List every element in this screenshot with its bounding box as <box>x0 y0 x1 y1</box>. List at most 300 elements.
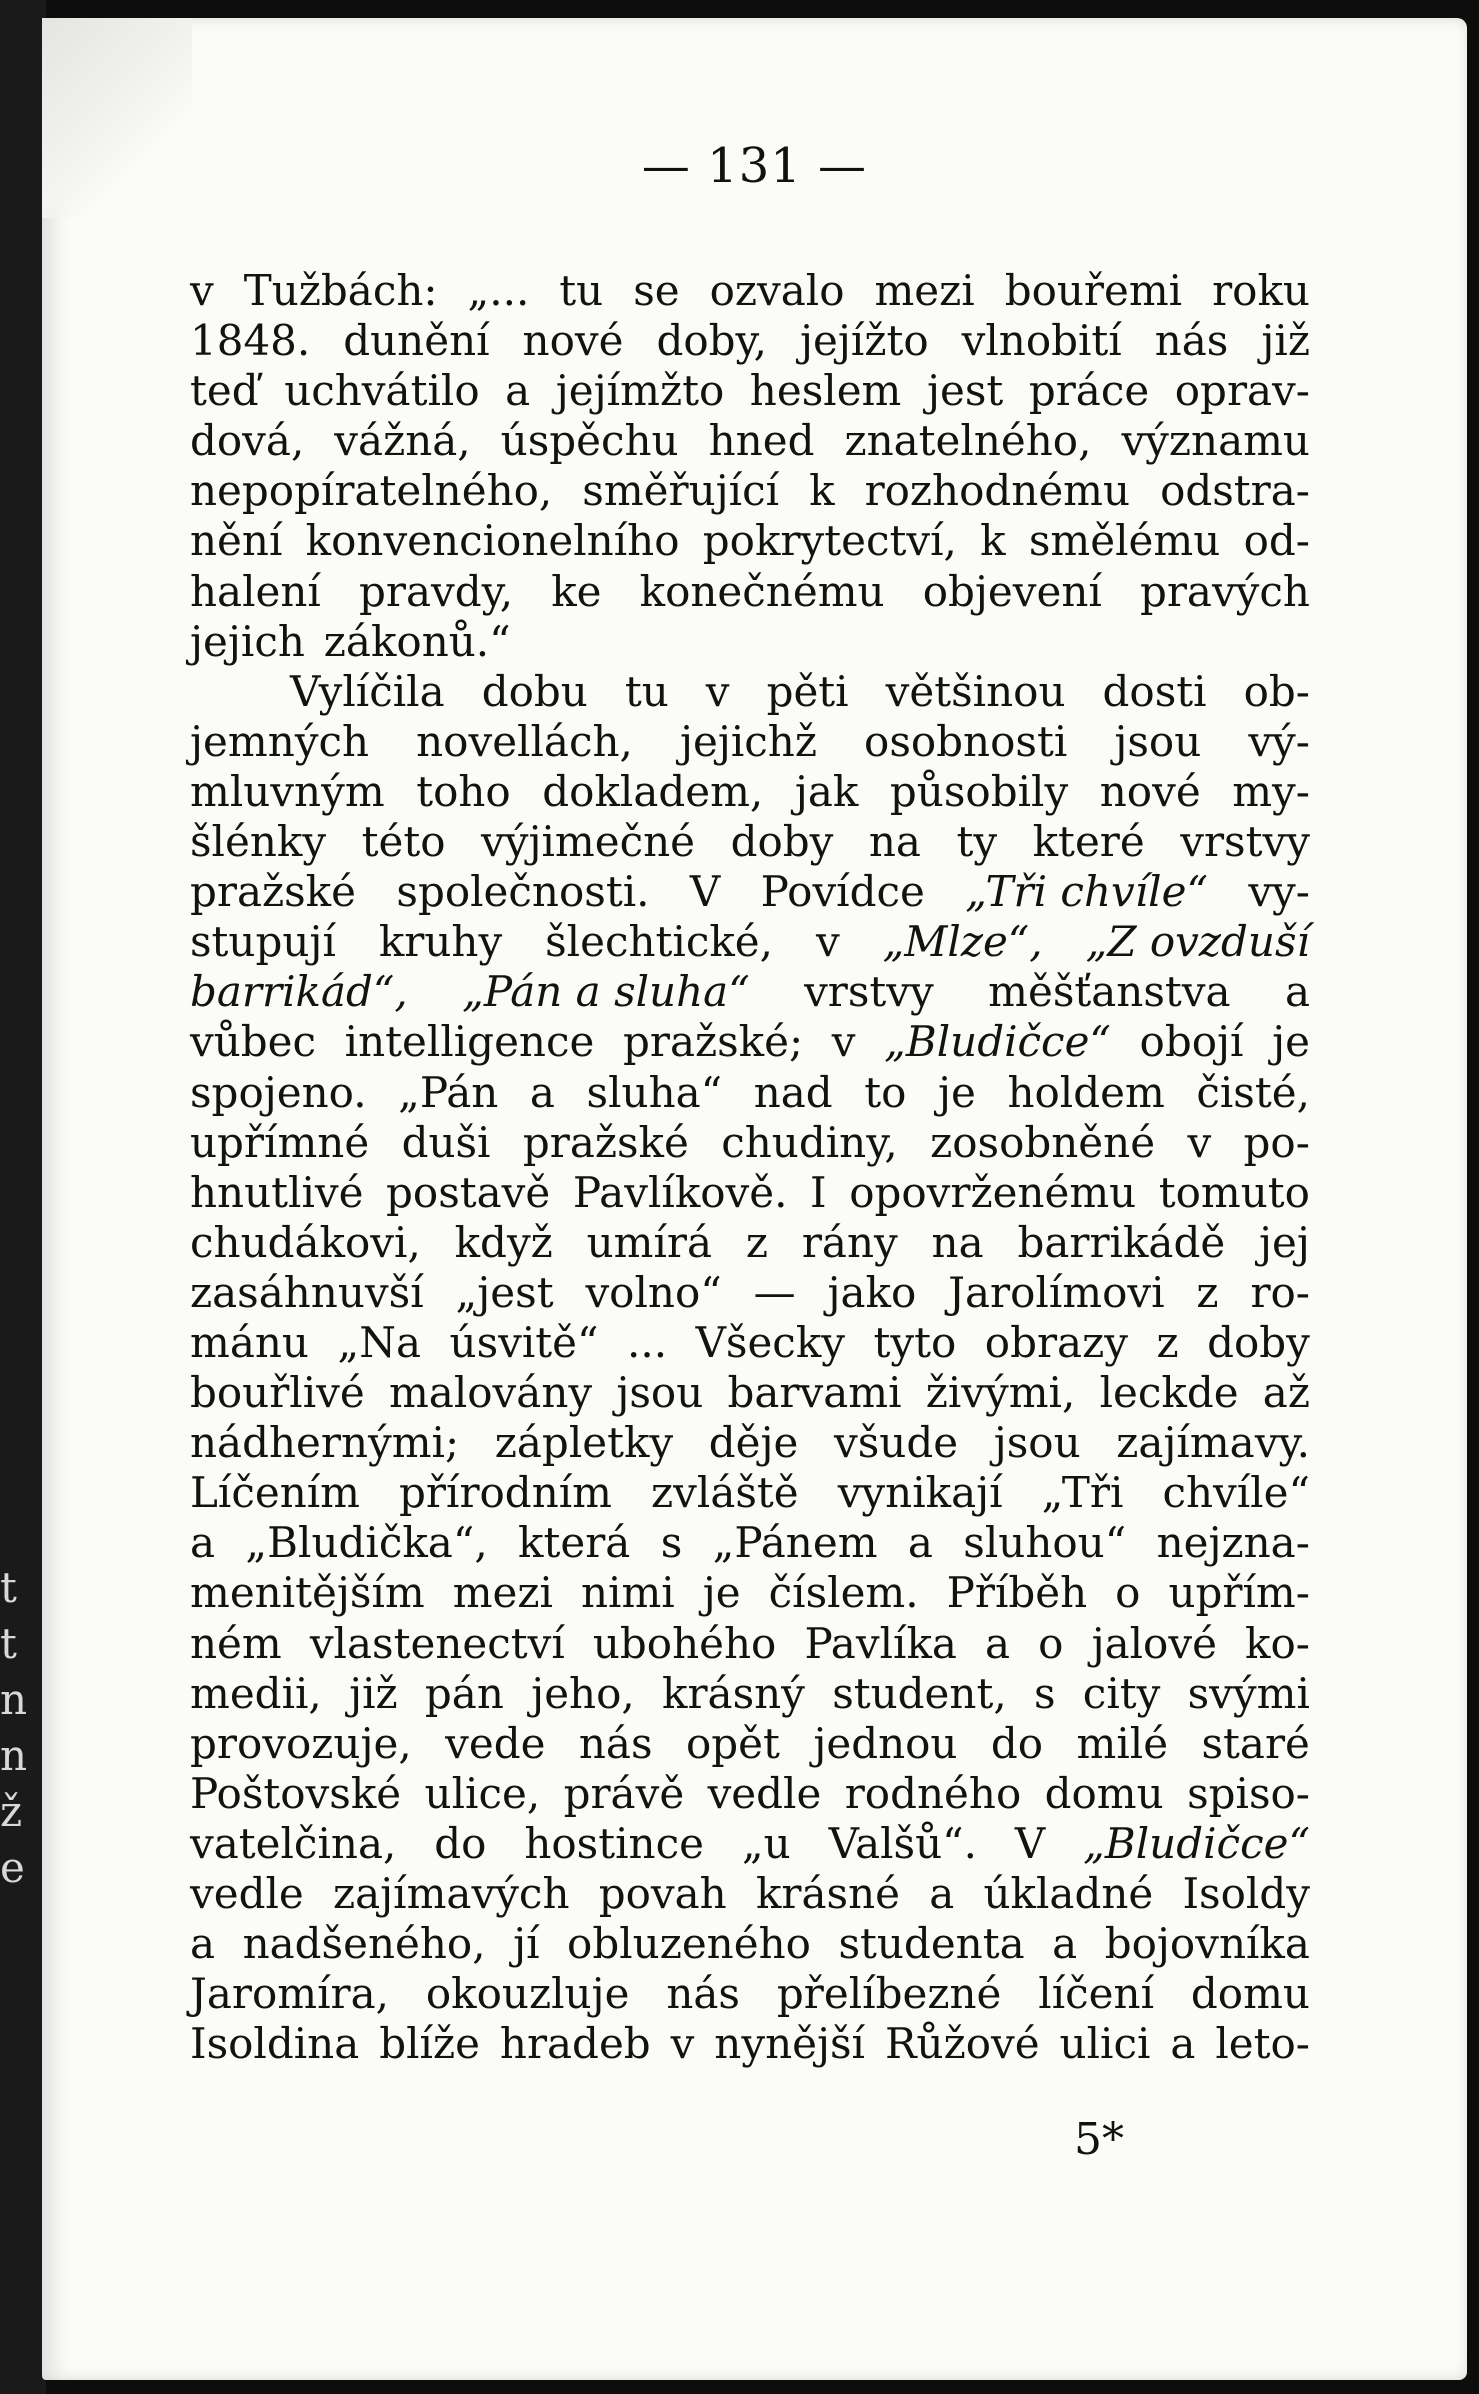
word: jsou <box>1114 716 1202 766</box>
text-line <box>190 667 1310 717</box>
word: k <box>809 466 835 516</box>
word: většinou <box>885 666 1066 716</box>
word: živými, <box>925 1368 1076 1418</box>
word: doby <box>730 817 834 867</box>
word: smělému <box>1028 516 1221 566</box>
word: společnosti. <box>396 867 650 917</box>
word: pražské <box>190 867 356 917</box>
word: „Na <box>337 1317 422 1367</box>
word: „Pán <box>398 1067 499 1117</box>
text-line <box>190 1518 1310 1568</box>
word: úkladné <box>983 1869 1154 1918</box>
word: objevení <box>922 566 1102 616</box>
word: líčení <box>1038 1969 1155 2019</box>
word: pěti <box>766 666 849 716</box>
word: „Bludičce“ <box>1083 1818 1310 1868</box>
word: student, <box>832 1668 1007 1718</box>
word: s <box>660 1518 683 1568</box>
word: sluhou“ <box>963 1518 1127 1568</box>
text-line <box>190 416 1310 466</box>
word: zajímavých <box>332 1869 570 1918</box>
word: hradeb <box>499 2019 651 2069</box>
word: nové <box>1099 766 1201 816</box>
word: svými <box>1187 1668 1310 1718</box>
word: měšťanstva <box>988 967 1231 1017</box>
word: city <box>1082 1668 1161 1718</box>
word: z <box>1196 1267 1219 1317</box>
text-line <box>190 817 1310 867</box>
word: heslem <box>749 366 902 416</box>
word: menitějším <box>190 1568 425 1618</box>
word: a <box>1170 2019 1196 2069</box>
margin-fragment: n <box>0 1731 28 1780</box>
word: pravých <box>1139 566 1310 616</box>
word: na <box>931 1217 984 1267</box>
word: již <box>1261 316 1310 366</box>
word: doby, <box>656 316 768 366</box>
word: úspěchu <box>500 416 679 466</box>
word: intelligence <box>344 1017 595 1067</box>
word: Jaromíra, <box>190 1969 389 2019</box>
text-line <box>190 1819 1310 1869</box>
word: medii, <box>190 1668 322 1718</box>
word: v <box>705 666 730 716</box>
word: a <box>190 1518 216 1568</box>
word: již <box>349 1668 398 1718</box>
word: ty <box>956 817 998 867</box>
word: postavě <box>386 1167 551 1217</box>
word: mluvným <box>190 766 385 816</box>
word: mezi <box>874 266 975 315</box>
word: jej <box>1259 1217 1310 1267</box>
word: jejich <box>190 616 305 666</box>
text-line <box>190 1168 1310 1218</box>
word: vedle <box>707 1768 822 1818</box>
word: v <box>190 266 214 315</box>
word: povah <box>598 1869 727 1918</box>
word: „Mlze“, <box>882 917 1043 967</box>
word: jeho, <box>531 1668 635 1718</box>
word: o <box>1115 1568 1141 1618</box>
word: jsou <box>616 1368 704 1418</box>
word: Pavlíkově. <box>572 1167 788 1217</box>
word: jalové <box>1091 1618 1217 1668</box>
text-line <box>190 1418 1310 1468</box>
text-line <box>190 967 1310 1017</box>
word: jemných <box>190 716 370 766</box>
word: „Z ovzduší <box>1085 917 1310 967</box>
word: Povídce <box>760 867 925 917</box>
word: jí <box>513 1919 540 1969</box>
text-line <box>190 1368 1310 1418</box>
word: je <box>937 1067 976 1117</box>
word: vedle <box>190 1869 304 1918</box>
word: nění <box>190 516 283 566</box>
word: až <box>1262 1368 1310 1418</box>
word: nové <box>522 316 624 366</box>
word: a <box>1052 1919 1078 1969</box>
word: nejzna- <box>1156 1518 1310 1568</box>
word: duši <box>401 1117 491 1167</box>
word: vrstvy <box>1180 817 1310 867</box>
word: opovrženému <box>849 1167 1137 1217</box>
word: vynikají <box>837 1468 1003 1518</box>
word: a <box>190 1919 216 1969</box>
signature-mark: 5* <box>1074 2114 1124 2165</box>
word: uchvátilo <box>284 366 480 416</box>
word: malovány <box>388 1368 593 1418</box>
word: nad <box>753 1067 833 1117</box>
word: a <box>529 1067 555 1117</box>
word: ob- <box>1243 666 1310 716</box>
text-line <box>190 466 1310 516</box>
text-line <box>190 917 1310 967</box>
word: bouřemi <box>1004 266 1183 315</box>
word: „Bludičce“ <box>884 1017 1111 1067</box>
text-line <box>190 1568 1310 1618</box>
word: v <box>815 917 840 967</box>
word: Jarolímovi <box>948 1267 1165 1317</box>
page-number: — 131 — <box>641 138 868 194</box>
text-line <box>190 266 1310 316</box>
word: dunění <box>343 316 490 366</box>
word: ulici <box>1059 2019 1151 2069</box>
word: která <box>518 1518 631 1568</box>
word: osobnosti <box>864 716 1068 766</box>
book-page <box>42 18 1467 2380</box>
word: V <box>1014 1818 1046 1868</box>
text-line <box>190 767 1310 817</box>
word: novellách, <box>416 716 633 766</box>
word: když <box>454 1217 553 1267</box>
text-line <box>190 567 1310 617</box>
word: nás <box>666 1969 740 2019</box>
word: na <box>868 817 921 867</box>
word: mánu <box>190 1317 309 1367</box>
word: zápletky <box>494 1418 674 1468</box>
word: je <box>1272 1017 1310 1067</box>
word: jejížto <box>800 316 929 366</box>
word: tyto <box>873 1317 957 1367</box>
word: úsvitě“ <box>449 1317 599 1367</box>
word: — <box>753 1267 796 1317</box>
word: této <box>361 817 446 867</box>
word: volno“ <box>585 1267 722 1317</box>
word: milé <box>1076 1718 1169 1768</box>
word: I <box>810 1167 827 1217</box>
word: dosti <box>1102 666 1207 716</box>
word: které <box>1032 817 1145 867</box>
word: „Tři <box>1041 1468 1124 1518</box>
word: nynější <box>714 2019 865 2069</box>
word: ro- <box>1250 1267 1310 1317</box>
word: jednou <box>813 1718 958 1768</box>
text-line <box>190 617 1310 667</box>
text-line <box>190 1669 1310 1719</box>
word: pán <box>424 1668 504 1718</box>
text-line <box>190 1719 1310 1769</box>
text-line <box>190 1318 1310 1368</box>
word: se <box>633 266 680 315</box>
word: vede <box>445 1718 546 1768</box>
word: vlastenectví <box>309 1618 565 1668</box>
word: jsou <box>993 1418 1081 1468</box>
word: z <box>1156 1317 1179 1367</box>
word: Příběh <box>946 1568 1088 1618</box>
text-line <box>190 1619 1310 1669</box>
word: okouzluje <box>425 1969 630 2019</box>
word: s <box>1033 1668 1056 1718</box>
word: Isoldina <box>190 2019 360 2069</box>
margin-fragment: t <box>0 1619 17 1668</box>
word: v <box>1187 1117 1212 1167</box>
word: krásný <box>662 1668 805 1718</box>
word: vážná, <box>334 416 471 466</box>
word: kruhy <box>378 917 503 967</box>
word: zajímavy. <box>1116 1418 1310 1468</box>
text-line <box>190 717 1310 767</box>
word: provozuje, <box>190 1718 412 1768</box>
word: vůbec <box>190 1017 317 1067</box>
word: vý- <box>1248 716 1310 766</box>
word: „jest <box>455 1267 554 1317</box>
word: barrikád“, <box>190 967 408 1017</box>
word: děje <box>708 1418 799 1468</box>
word: V <box>689 867 721 917</box>
word: výjimečné <box>481 817 696 867</box>
word: ubohého <box>592 1618 777 1668</box>
word: k <box>980 516 1006 566</box>
word: všude <box>834 1418 959 1468</box>
word: stupují <box>190 917 336 967</box>
word: „Bludička“, <box>245 1518 488 1568</box>
word: to <box>864 1067 907 1117</box>
word: odstra- <box>1160 466 1310 516</box>
word: pokrytectví, <box>702 516 957 566</box>
body-text <box>190 266 1310 2069</box>
text-line <box>190 1468 1310 1518</box>
word: do <box>434 1818 487 1868</box>
word: bojovníka <box>1104 1919 1310 1969</box>
text-line <box>190 1869 1310 1919</box>
word: obojí <box>1139 1017 1244 1067</box>
text-line <box>190 1919 1310 1969</box>
word: ozvalo <box>709 266 845 315</box>
word: krásné <box>755 1869 900 1918</box>
word: vy- <box>1248 867 1310 917</box>
word: dokladem, <box>542 766 764 816</box>
word: Isoldy <box>1182 1869 1310 1918</box>
word: doby <box>1207 1317 1310 1367</box>
word: přírodním <box>399 1468 612 1518</box>
word: šlénky <box>190 817 327 867</box>
word: konvencionelního <box>305 516 680 566</box>
word: nádhernými; <box>190 1418 460 1468</box>
word: vlnobití <box>961 316 1122 366</box>
word: z <box>745 1217 769 1267</box>
word: barrikádě <box>1017 1217 1226 1267</box>
word: do <box>990 1718 1044 1768</box>
word: spiso- <box>1187 1768 1310 1818</box>
word: oprav- <box>1174 366 1310 416</box>
margin-fragment: ž <box>0 1787 23 1836</box>
word: Valšů“. <box>828 1818 977 1868</box>
word: v <box>831 1017 856 1067</box>
word: chudákovi, <box>190 1217 421 1267</box>
word: „u <box>741 1818 791 1868</box>
word: „... <box>467 266 530 315</box>
word: nepopíratelného, <box>190 466 553 516</box>
word: sluha“ <box>586 1067 723 1117</box>
word: my- <box>1232 766 1310 816</box>
word: 1848. <box>190 316 311 366</box>
word: jest <box>926 366 1004 416</box>
word: domu <box>1044 1768 1164 1818</box>
word: Poštovské <box>190 1768 402 1818</box>
adjacent-page-fragments <box>0 1560 36 1896</box>
word: hned <box>708 416 815 466</box>
word: rodného <box>844 1768 1022 1818</box>
margin-fragment: e <box>0 1843 25 1892</box>
word: ném <box>190 1618 282 1668</box>
word: bouřlivé <box>190 1368 365 1418</box>
word: nimi <box>580 1568 675 1618</box>
text-line <box>190 316 1310 366</box>
scan-left-edge <box>0 0 46 2394</box>
word: jak <box>794 766 859 816</box>
word: rány <box>801 1217 898 1267</box>
word: „Pán a sluha“ <box>462 967 750 1017</box>
word: studenta <box>838 1919 1025 1969</box>
word: šlechtické, <box>545 917 774 967</box>
word: tu <box>559 266 604 315</box>
word: významu <box>1121 416 1310 466</box>
word: dobu <box>481 666 588 716</box>
word: zosobněné <box>930 1117 1156 1167</box>
word: Pavlíka <box>804 1618 957 1668</box>
text-line <box>190 1068 1310 1118</box>
word: čisté, <box>1196 1067 1310 1117</box>
word: hostince <box>524 1818 704 1868</box>
word: „Pánem <box>712 1518 878 1568</box>
word: jejichž <box>679 716 817 766</box>
word: a <box>1284 967 1310 1017</box>
word: hnutlivé <box>190 1167 364 1217</box>
text-line <box>190 1268 1310 1318</box>
text-line <box>190 1969 1310 2019</box>
word: nadšeného, <box>242 1919 486 1969</box>
word: obluzeného <box>567 1919 811 1969</box>
word: pravdy, <box>358 566 514 616</box>
word: jejímžto <box>555 366 725 416</box>
word: pražské; <box>622 1017 804 1067</box>
word: Líčením <box>190 1468 361 1518</box>
word: ke <box>551 566 602 616</box>
margin-fragment: t <box>0 1563 17 1612</box>
word: chvíle“ <box>1162 1468 1310 1518</box>
text-line <box>190 1017 1310 1067</box>
word: ... <box>627 1317 668 1367</box>
word: práce <box>1028 366 1150 416</box>
word: upřím- <box>1168 1568 1310 1618</box>
word: tomuto <box>1158 1167 1310 1217</box>
word: opět <box>685 1718 780 1768</box>
word: a <box>505 366 531 416</box>
word: zvláště <box>651 1468 799 1518</box>
word: holdem <box>1007 1067 1165 1117</box>
word: Růžové <box>884 2019 1040 2069</box>
word: Vylíčila <box>290 666 445 716</box>
text-line <box>190 867 1310 917</box>
word: je <box>702 1568 741 1618</box>
word: ko- <box>1245 1618 1310 1668</box>
word: a <box>907 1518 933 1568</box>
word: Tužbách: <box>243 266 438 315</box>
word: teď <box>190 366 259 416</box>
word: a <box>985 1618 1011 1668</box>
word: pražské <box>522 1117 689 1167</box>
word: roku <box>1212 266 1310 315</box>
word: číslem. <box>768 1568 919 1618</box>
word: dová, <box>190 416 305 466</box>
word: Všecky <box>695 1317 846 1367</box>
word: rozhodnému <box>864 466 1131 516</box>
word: působily <box>889 766 1069 816</box>
word: jako <box>827 1267 917 1317</box>
word: barvami <box>727 1368 902 1418</box>
text-line <box>190 1218 1310 1268</box>
word: upřímné <box>190 1117 370 1167</box>
text-line <box>190 2019 1310 2069</box>
word: tu <box>624 666 669 716</box>
word: chudiny, <box>721 1117 898 1167</box>
word: vrstvy <box>804 967 934 1017</box>
text-line <box>190 516 1310 566</box>
word: zákonů.“ <box>323 616 511 666</box>
word: nás <box>578 1718 653 1768</box>
word: spojeno. <box>190 1067 367 1117</box>
word: toho <box>416 766 511 816</box>
word: domu <box>1190 1969 1310 2019</box>
word: směřující <box>582 466 780 516</box>
text-line <box>190 1769 1310 1819</box>
word: leto- <box>1215 2019 1310 2069</box>
word: „Tři chvíle“ <box>965 867 1208 917</box>
text-line <box>190 366 1310 416</box>
word: znatelného, <box>844 416 1092 466</box>
word: v <box>670 2019 695 2069</box>
word: leckde <box>1099 1368 1239 1418</box>
word: umírá <box>586 1217 713 1267</box>
word: zasáhnuvší <box>190 1267 424 1317</box>
word: od- <box>1243 516 1310 566</box>
word: právě <box>563 1768 685 1818</box>
word: obrazy <box>984 1317 1128 1367</box>
word: blíže <box>379 2019 480 2069</box>
word: a <box>929 1869 955 1918</box>
margin-fragment: n <box>0 1675 28 1724</box>
word: ulice, <box>424 1768 541 1818</box>
word: vatelčina, <box>190 1818 397 1868</box>
text-line <box>190 1118 1310 1168</box>
word: nás <box>1154 316 1229 366</box>
word: přelíbezné <box>776 1969 1002 2019</box>
word: staré <box>1201 1718 1310 1768</box>
word: halení <box>190 566 321 616</box>
word: o <box>1038 1618 1064 1668</box>
word: mezi <box>452 1568 553 1618</box>
word: konečnému <box>639 566 885 616</box>
